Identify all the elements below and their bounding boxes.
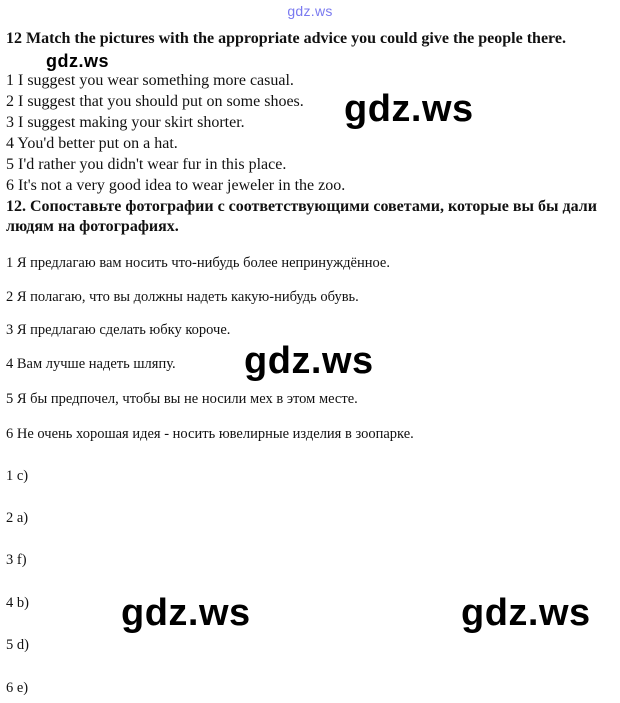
watermark-big-2: gdz.ws <box>244 340 374 382</box>
english-item-1: 1 I suggest you wear something more casual. <box>6 72 294 89</box>
answer-6: 6 e) <box>6 680 29 696</box>
answer-5: 5 d) <box>6 637 29 653</box>
watermark-big-4: gdz.ws <box>461 592 591 634</box>
english-item-6: 6 It's not a very good idea to wear jeweler in the zoo. <box>6 177 346 194</box>
english-item-3: 3 I suggest making your skirt shorter. <box>6 114 245 131</box>
answer-3: 3 f) <box>6 552 27 568</box>
english-item-5: 5 I'd rather you didn't wear fur in this place. <box>6 156 287 173</box>
russian-item-1: 1 Я предлагаю вам носить что-нибудь более непринуждённое. <box>6 255 390 271</box>
answer-2: 2 a) <box>6 510 29 526</box>
russian-heading: 12. Сопоставьте фотографии с соответствующими советами, которые вы бы дали людям на фотографиях. <box>6 198 597 235</box>
russian-item-2: 2 Я полагаю, что вы должны надеть какую-нибудь обувь. <box>6 289 359 305</box>
watermark-small: gdz.ws <box>46 51 110 71</box>
english-item-4: 4 You'd better put on a hat. <box>6 135 178 152</box>
top-watermark: gdz.ws <box>287 3 333 19</box>
russian-item-6: 6 Не очень хорошая идея - носить ювелирные изделия в зоопарке. <box>6 426 414 442</box>
russian-item-5: 5 Я бы предпочел, чтобы вы не носили мех в этом месте. <box>6 391 358 407</box>
english-item-2: 2 I suggest that you should put on some shoes. <box>6 93 304 110</box>
answer-1: 1 c) <box>6 468 29 484</box>
watermark-big-1: gdz.ws <box>344 88 474 130</box>
answer-4: 4 b) <box>6 595 29 611</box>
russian-item-4: 4 Вам лучше надеть шляпу. <box>6 356 176 372</box>
english-heading: 12 Match the pictures with the appropriate advice you could give the people there. <box>6 30 566 47</box>
watermark-big-3: gdz.ws <box>121 592 251 634</box>
russian-item-3: 3 Я предлагаю сделать юбку короче. <box>6 322 231 338</box>
